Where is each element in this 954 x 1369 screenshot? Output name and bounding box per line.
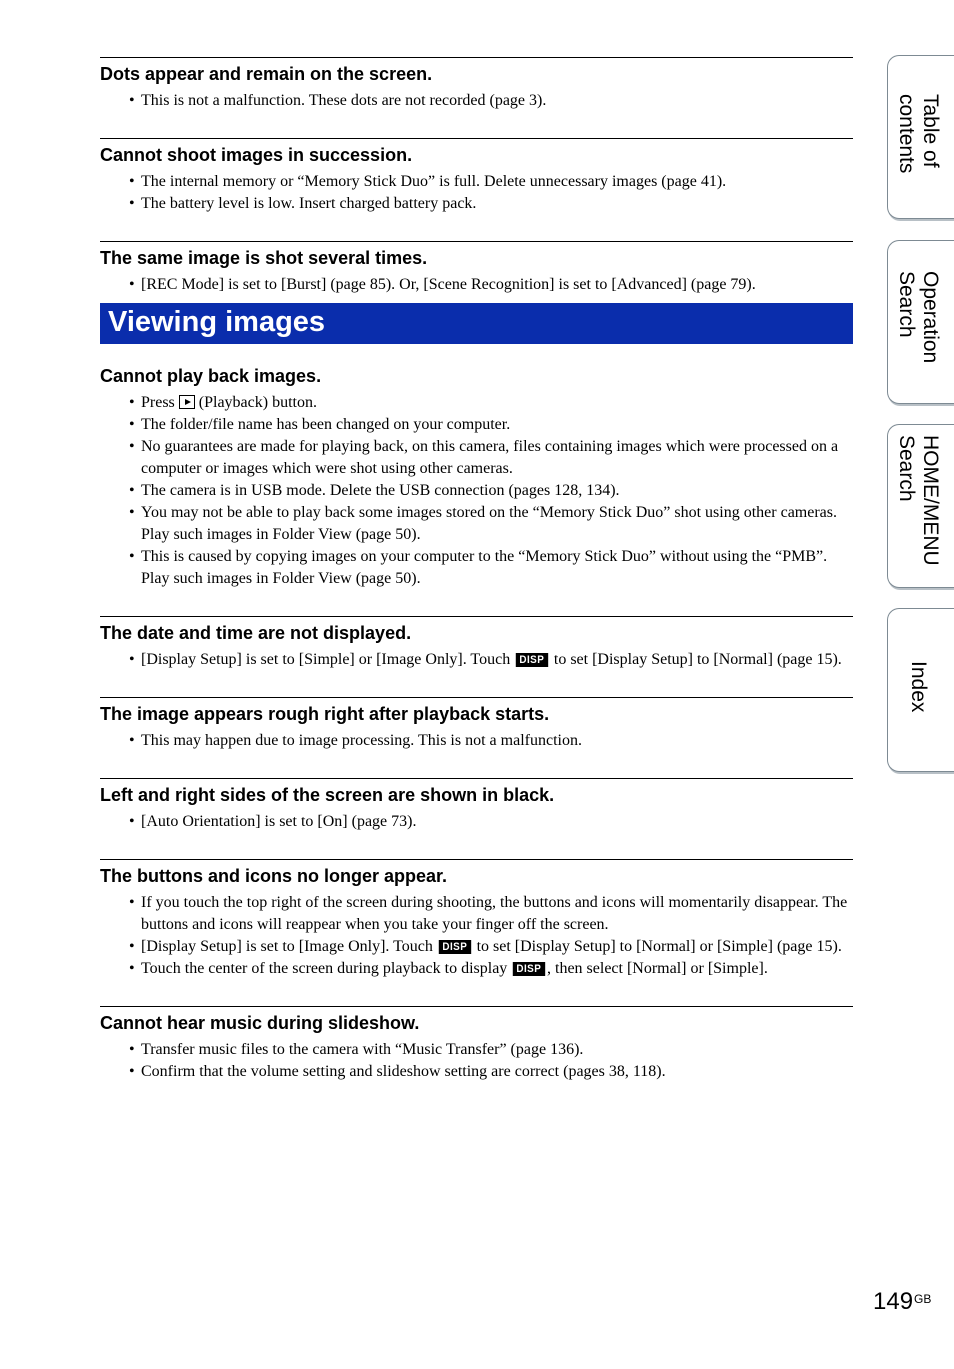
bullet-item (100, 414, 853, 436)
bullet-item (100, 730, 853, 752)
nav-tab-label (894, 271, 942, 363)
section-banner-viewing-images: Viewing images (100, 303, 853, 344)
bullet-mark: • (129, 960, 135, 977)
item-text: Confirm that the volume setting and slideshow setting are correct (pages 38, 118). (141, 1063, 666, 1080)
bullet-mark: • (129, 394, 135, 411)
section-heading: Cannot shoot images in succession. (100, 145, 413, 165)
bullet-mark: • (129, 482, 135, 499)
bullet-mark: • (129, 173, 135, 190)
troubleshooting-shooting-sections (100, 57, 853, 296)
item-text: You may not be able to play back some images stored on the “Memory Stick Duo” shot using other cameras. Play such images in Folder View (page 50). (141, 504, 838, 543)
trouble-section (100, 241, 853, 296)
bullet-item (100, 502, 853, 546)
item-text: , then select [Normal] or [Simple]. (547, 960, 768, 977)
trouble-section (100, 697, 853, 752)
trouble-section (100, 859, 853, 980)
item-text: (Playback) button. (194, 394, 317, 411)
nav-tab[interactable] (887, 608, 954, 772)
page-content (100, 57, 853, 1083)
item-text: The folder/file name has been changed on your computer. (141, 416, 511, 433)
bullet-item (100, 392, 853, 414)
item-text: [Display Setup] is set to [Image Only]. Touch (141, 938, 437, 955)
section-heading: Cannot play back images. (100, 366, 322, 386)
bullet-mark: • (129, 651, 135, 668)
item-text: to set [Display Setup] to [Normal] (page 15). (549, 651, 842, 668)
nav-tab-label-line: Table of (919, 94, 942, 168)
disp-icon: DISP (513, 962, 545, 976)
item-text: The battery level is low. Insert charged battery pack. (141, 195, 477, 212)
item-text: [Display Setup] is set to [Simple] or [Image Only]. Touch (141, 651, 515, 668)
bullet-item (100, 274, 853, 296)
bullet-mark: • (129, 548, 135, 565)
page-number (873, 1288, 931, 1316)
item-text: The camera is in USB mode. Delete the USB connection (pages 128, 134). (141, 482, 620, 499)
item-text: Touch the center of the screen during playback to display (141, 960, 512, 977)
section-heading: The same image is shot several times. (100, 248, 428, 268)
disp-icon: DISP (516, 653, 548, 667)
bullet-item (100, 649, 853, 671)
bullet-item (100, 1061, 853, 1083)
bullet-item (100, 811, 853, 833)
bullet-list (100, 171, 853, 215)
item-text: If you touch the top right of the screen during shooting, the buttons and icons will momentarily disappear. The buttons and icons will reappear when you take your finger off the screen. (141, 894, 848, 933)
item-text: to set [Display Setup] to [Normal] or [Simple] (page 15). (472, 938, 842, 955)
bullet-item (100, 546, 853, 590)
bullet-mark: • (129, 504, 135, 521)
trouble-section (100, 360, 853, 590)
nav-tab-label-line: Operation (919, 271, 942, 364)
trouble-section (100, 57, 853, 112)
nav-tab[interactable] (887, 240, 954, 404)
bullet-mark: • (129, 732, 135, 749)
bullet-list (100, 811, 853, 833)
nav-tab[interactable] (887, 55, 954, 219)
bullet-list (100, 649, 853, 671)
item-text: The internal memory or “Memory Stick Duo” is full. Delete unnecessary images (page 41). (141, 173, 727, 190)
section-heading: Left and right sides of the screen are shown in black. (100, 785, 555, 805)
item-text: This is not a malfunction. These dots are not recorded (page 3). (141, 92, 547, 109)
bullet-item (100, 436, 853, 480)
bullet-mark: • (129, 276, 135, 293)
bullet-item (100, 171, 853, 193)
nav-tab-label (906, 661, 930, 712)
bullet-mark: • (129, 813, 135, 830)
section-heading: The buttons and icons no longer appear. (100, 866, 448, 886)
item-text: This may happen due to image processing. This is not a malfunction. (141, 732, 582, 749)
page-number-suffix: GB (914, 1292, 932, 1306)
bullet-list (100, 730, 853, 752)
bullet-mark: • (129, 438, 135, 455)
bullet-mark: • (129, 1041, 135, 1058)
trouble-section (100, 778, 853, 833)
playback-icon (179, 395, 195, 409)
nav-tab[interactable] (887, 424, 954, 588)
disp-icon: DISP (439, 940, 471, 954)
bullet-list (100, 392, 853, 590)
bullet-mark: • (129, 938, 135, 955)
bullet-list (100, 274, 853, 296)
item-text: [Auto Orientation] is set to [On] (page 73). (141, 813, 417, 830)
trouble-section (100, 138, 853, 215)
section-heading: The date and time are not displayed. (100, 623, 412, 643)
nav-tab-label-line: contents (895, 94, 918, 174)
bullet-item (100, 193, 853, 215)
troubleshooting-viewing-sections (100, 360, 853, 1083)
bullet-item (100, 958, 853, 980)
bullet-list (100, 1039, 853, 1083)
bullet-mark: • (129, 92, 135, 109)
section-heading: The image appears rough right after playback starts. (100, 704, 550, 724)
section-heading: Cannot hear music during slideshow. (100, 1013, 420, 1033)
bullet-mark: • (129, 1063, 135, 1080)
item-text: Press (141, 394, 179, 411)
item-text: No guarantees are made for playing back, on this camera, files containing images which were processed on a computer or images which were shot using other cameras. (141, 438, 839, 477)
bullet-list (100, 90, 853, 112)
nav-tab-label-line: HOME/MENU (919, 435, 942, 566)
trouble-section (100, 1006, 853, 1083)
bullet-item (100, 1039, 853, 1061)
section-heading: Dots appear and remain on the screen. (100, 64, 433, 84)
bullet-mark: • (129, 894, 135, 911)
bullet-item (100, 936, 853, 958)
nav-tab-label (894, 435, 942, 566)
trouble-section (100, 616, 853, 671)
nav-tab-label (894, 94, 942, 173)
bullet-list (100, 892, 853, 980)
bullet-item (100, 892, 853, 936)
bullet-mark: • (129, 416, 135, 433)
bullet-item (100, 90, 853, 112)
nav-tab-label-line: Index (907, 661, 930, 713)
item-text: This is caused by copying images on your computer to the “Memory Stick Duo” without using the “PMB”. Play such images in Folder View (page 50). (141, 548, 828, 587)
bullet-mark: • (129, 195, 135, 212)
page-number-value: 149 (873, 1288, 914, 1315)
item-text: Transfer music files to the camera with “Music Transfer” (page 136). (141, 1041, 584, 1058)
item-text: [REC Mode] is set to [Burst] (page 85). Or, [Scene Recognition] is set to [Advanced] (page 79). (141, 276, 756, 293)
nav-tab-label-line: Search (895, 271, 918, 338)
bullet-item (100, 480, 853, 502)
nav-tab-label-line: Search (895, 435, 918, 502)
